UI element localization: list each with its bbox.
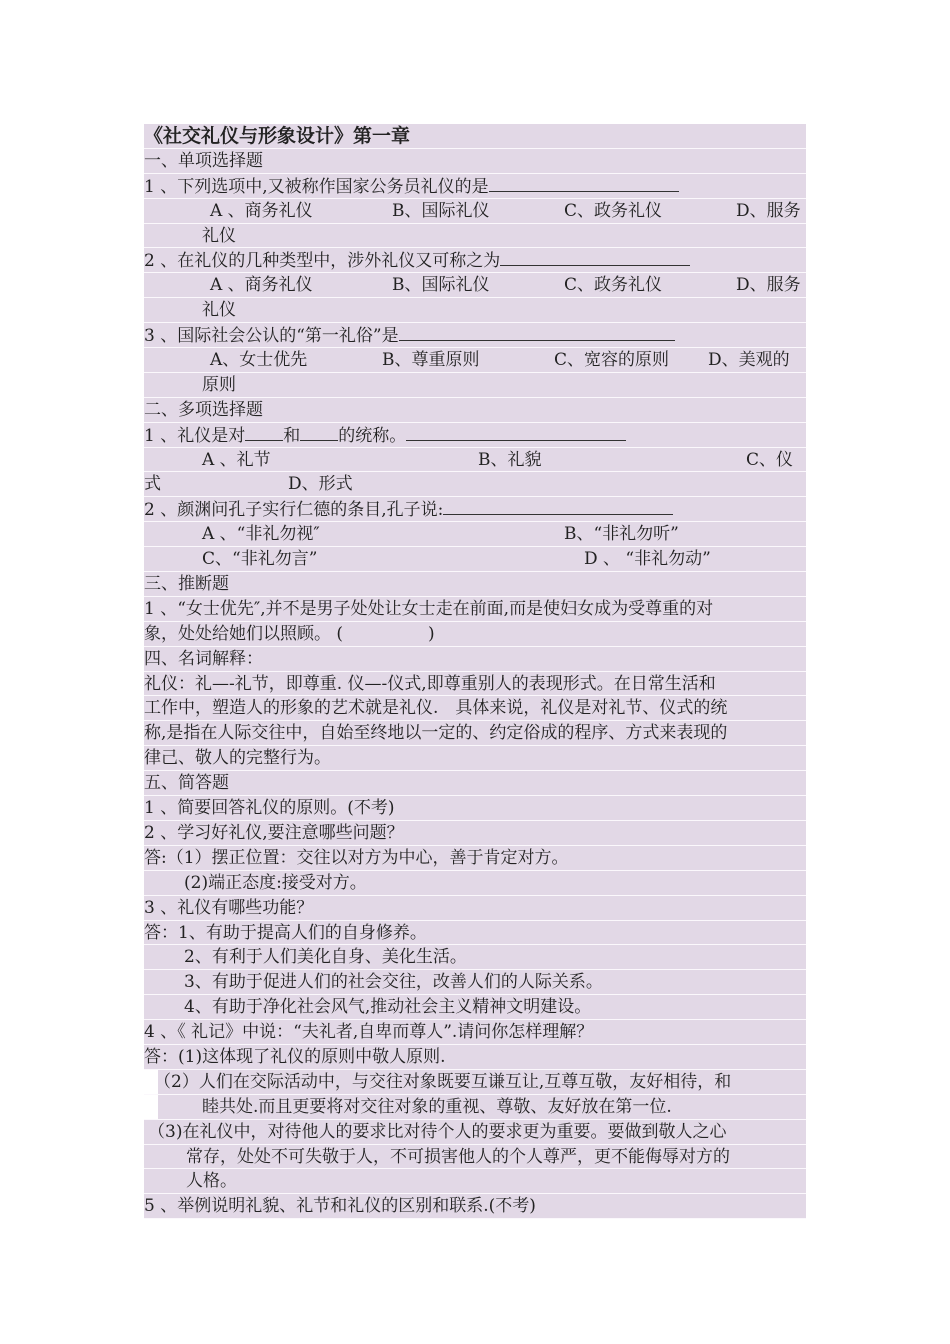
answer-line: （2）人们在交际活动中，与交往对象既要互谦互让,互尊互敬，友好相待，和 <box>144 1070 806 1095</box>
option-a: A 、商务礼仪 <box>210 200 313 221</box>
option-b: B、尊重原则 <box>382 350 480 371</box>
option-b: B、“非礼勿听” <box>564 524 679 545</box>
definition-text: 工作中，塑造人的形象的艺术就是礼仪. 具体来说，礼仪是对礼节、仪式的统 <box>144 696 806 721</box>
answer-line: (2)端正态度:接受对方。 <box>144 871 806 896</box>
short-question: 2 、学习好礼仪,要注意哪些问题？ <box>144 821 806 846</box>
option-d: D、服务 <box>736 275 801 296</box>
option-b: B、国际礼仪 <box>392 275 490 296</box>
answer-line: 答：(1)这体现了礼仪的原则中敬人原则. <box>144 1045 806 1070</box>
option-d: D、形式 <box>288 474 353 495</box>
judgement-text: 1 、“女士优先″,并不是男子处处让女士走在前面,而是使妇女成为受尊重的对 <box>144 597 806 622</box>
answer-line: 2、有利于人们美化自身、美化生活。 <box>144 945 806 970</box>
answer-line: 答：1、有助于提高人们的自身修养。 <box>144 921 806 946</box>
options-row-cont: 礼仪 <box>144 298 806 323</box>
answer-blank <box>500 248 690 266</box>
answer-line: 人格。 <box>144 1169 806 1194</box>
question-3: 3 、国际社会公认的“第一礼俗”是 <box>144 323 806 348</box>
answer-blank <box>489 174 679 192</box>
option-b: B、国际礼仪 <box>392 200 490 221</box>
section-heading: 四、名词解释： <box>144 647 806 672</box>
answer-blank <box>443 497 673 515</box>
option-d: D、美观的 <box>708 350 790 371</box>
options-row <box>144 273 806 298</box>
option-c: C、宽容的原则 <box>554 350 670 371</box>
document-page <box>144 124 806 1219</box>
option-a: A、女士优先 <box>210 350 308 371</box>
options-row <box>144 522 806 547</box>
question-1: 1 、礼仪是对 和 的统称。 <box>144 423 806 448</box>
options-row <box>144 547 806 572</box>
options-row <box>144 448 806 473</box>
option-c: C、政务礼仪 <box>564 200 663 221</box>
option-a: A 、“非礼勿视″ <box>202 524 320 545</box>
section-heading: 三、推断题 <box>144 572 806 597</box>
question-2: 2 、颜渊问孔子实行仁德的条目,孔子说: <box>144 497 806 522</box>
answer-line: 3、有助于促进人们的社会交往，改善人们的人际关系。 <box>144 970 806 995</box>
option-d: D 、 “非礼勿动” <box>584 549 711 570</box>
section-heading: 一、单项选择题 <box>144 149 806 174</box>
answer-line: 常存，处处不可失敬于人，不可损害他人的个人尊严，更不能侮辱对方的 <box>144 1145 806 1170</box>
doc-title: 《社交礼仪与形象设计》第一章 <box>144 124 806 149</box>
options-row <box>144 348 806 373</box>
answer-line: 4、有助于净化社会风气,推动社会主义精神文明建设。 <box>144 995 806 1020</box>
options-row-cont: 原则 <box>144 373 806 398</box>
question-1: 1 、下列选项中,又被称作国家公务员礼仪的是 <box>144 174 806 199</box>
options-row-cont: 式 D、形式 <box>144 472 806 497</box>
definition-text: 律己、敬人的完整行为。 <box>144 746 806 771</box>
question-2: 2 、在礼仪的几种类型中，涉外礼仪又可称之为 <box>144 248 806 273</box>
option-a: A 、商务礼仪 <box>210 275 313 296</box>
answer-blank <box>406 423 626 441</box>
option-d: D、服务 <box>736 200 801 221</box>
option-a: A 、礼节 <box>202 449 271 470</box>
option-c: C、仪 <box>746 449 794 470</box>
options-row-cont: 礼仪 <box>144 224 806 249</box>
judgement-text: 象，处处给她们以照顾。 ( ) <box>144 622 806 647</box>
section-heading: 二、多项选择题 <box>144 398 806 423</box>
definition-text: 礼仪：礼—-礼节，即尊重. 仪—-仪式,即尊重别人的表现形式。在日常生活和 <box>144 672 806 697</box>
answer-line: 答:（1）摆正位置：交往以对方为中心，善于肯定对方。 <box>144 846 806 871</box>
answer-line: （3)在礼仪中，对待他人的要求比对待个人的要求更为重要。要做到敬人之心 <box>144 1120 806 1145</box>
short-question: 3 、礼仪有哪些功能？ <box>144 896 806 921</box>
section-heading: 五、简答题 <box>144 771 806 796</box>
options-row <box>144 199 806 224</box>
answer-line: 睦共处.而且更要将对交往对象的重视、尊敬、友好放在第一位. <box>144 1095 806 1120</box>
option-c: C、“非礼勿言” <box>202 549 318 570</box>
definition-text: 称,是指在人际交往中，自始至终地以一定的、约定俗成的程序、方式来表现的 <box>144 721 806 746</box>
short-question: 5 、举例说明礼貌、礼节和礼仪的区别和联系.(不考) <box>144 1194 806 1219</box>
option-b: B、礼貌 <box>478 449 542 470</box>
short-question: 1 、简要回答礼仪的原则。(不考) <box>144 796 806 821</box>
option-c: C、政务礼仪 <box>564 275 663 296</box>
short-question: 4 、《 礼记》中说：“夫礼者,自卑而尊人”.请问你怎样理解？ <box>144 1020 806 1045</box>
answer-blank <box>399 323 675 341</box>
